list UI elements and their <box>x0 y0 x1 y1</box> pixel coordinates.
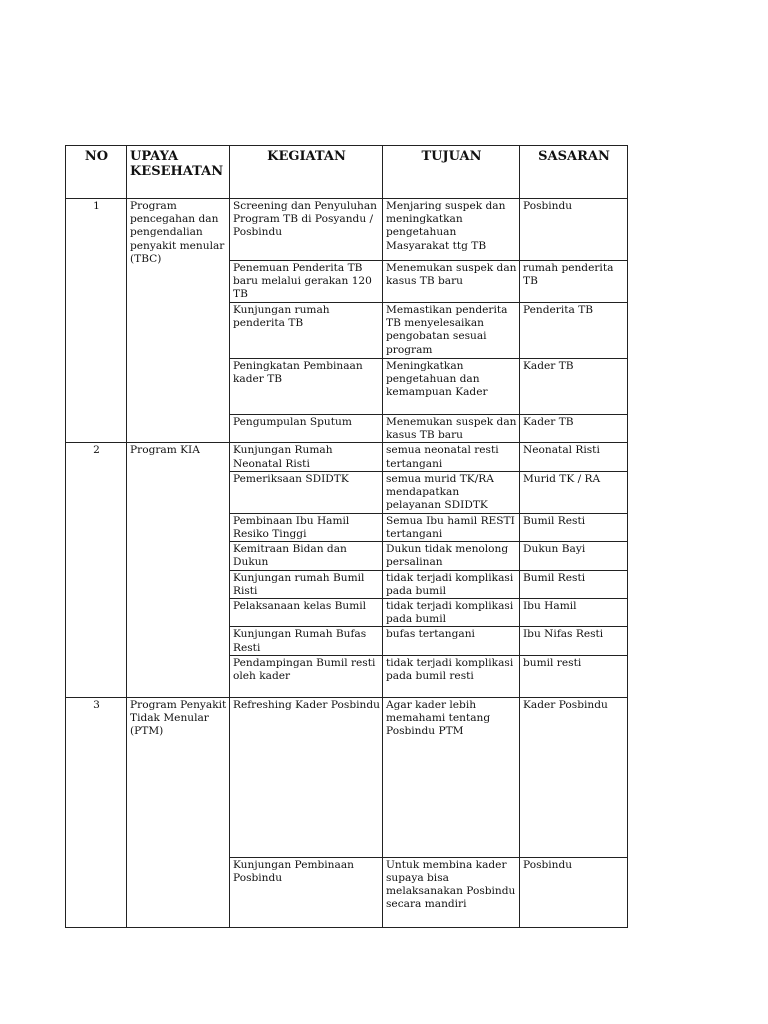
tujuan-cell: bufas tertangani <box>383 627 520 655</box>
sasaran-cell: Ibu Nifas Resti <box>520 627 628 655</box>
tujuan-cell: Menemukan suspek dan kasus TB baru <box>383 261 520 303</box>
kegiatan-cell: Refreshing Kader Posbindu <box>230 697 383 857</box>
table-row <box>66 697 628 857</box>
header-no: NO <box>66 146 127 199</box>
kegiatan-cell: Kunjungan Rumah Bufas Resti <box>230 627 383 655</box>
sasaran-cell: Ibu Hamil <box>520 599 628 627</box>
tujuan-cell: Agar kader lebih memahami tentang Posbindu PTM <box>383 697 520 857</box>
program-table <box>65 145 628 928</box>
upaya-kesehatan-cell: Program KIA <box>127 443 230 697</box>
sasaran-cell: Kader TB <box>520 359 628 415</box>
kegiatan-cell: Penemuan Penderita TB baru melalui gerakan 120 TB <box>230 261 383 303</box>
kegiatan-cell: Peningkatan Pembinaan kader TB <box>230 359 383 415</box>
tujuan-cell: Untuk membina kader supaya bisa melaksanakan Posbindu secara mandiri <box>383 857 520 927</box>
sasaran-cell: Posbindu <box>520 199 628 261</box>
table-row <box>66 199 628 261</box>
kegiatan-cell: Pemeriksaan SDIDTK <box>230 471 383 513</box>
upaya-kesehatan-cell: Program pencegahan dan pengendalian penyakit menular (TBC) <box>127 199 230 443</box>
kegiatan-cell: Kunjungan rumah Bumil Risti <box>230 570 383 598</box>
sasaran-cell: Kader Posbindu <box>520 697 628 857</box>
sasaran-cell: Posbindu <box>520 857 628 927</box>
tujuan-cell: Menemukan suspek dan kasus TB baru <box>383 415 520 443</box>
sasaran-cell: Murid TK / RA <box>520 471 628 513</box>
kegiatan-cell: Screening dan Penyuluhan Program TB di Posyandu / Posbindu <box>230 199 383 261</box>
sasaran-cell: Penderita TB <box>520 303 628 359</box>
sasaran-cell: Bumil Resti <box>520 570 628 598</box>
group-number: 1 <box>66 199 127 443</box>
tujuan-cell: Semua Ibu hamil RESTI tertangani <box>383 513 520 541</box>
tujuan-cell: Meningkatkan pengetahuan dan kemampuan Kader <box>383 359 520 415</box>
tujuan-cell: tidak terjadi komplikasi pada bumil resti <box>383 655 520 697</box>
sasaran-cell: rumah penderita TB <box>520 261 628 303</box>
kegiatan-cell: Pendampingan Bumil resti oleh kader <box>230 655 383 697</box>
kegiatan-cell: Kunjungan Rumah Neonatal Risti <box>230 443 383 471</box>
tujuan-cell: semua neonatal resti tertangani <box>383 443 520 471</box>
tujuan-cell: Menjaring suspek dan meningkatkan pengetahuan Masyarakat ttg TB <box>383 199 520 261</box>
header-tujuan: TUJUAN <box>383 146 520 199</box>
kegiatan-cell: Kemitraan Bidan dan Dukun <box>230 542 383 570</box>
header-sasaran: SASARAN <box>520 146 628 199</box>
tujuan-cell: tidak terjadi komplikasi pada bumil <box>383 599 520 627</box>
tujuan-cell: Dukun tidak menolong persalinan <box>383 542 520 570</box>
group-number: 2 <box>66 443 127 697</box>
sasaran-cell: Dukun Bayi <box>520 542 628 570</box>
sasaran-cell: Kader TB <box>520 415 628 443</box>
table-row <box>66 443 628 471</box>
kegiatan-cell: Pelaksanaan kelas Bumil <box>230 599 383 627</box>
sasaran-cell: bumil resti <box>520 655 628 697</box>
tujuan-cell: tidak terjadi komplikasi pada bumil <box>383 570 520 598</box>
tujuan-cell: semua murid TK/RA mendapatkan pelayanan SDIDTK <box>383 471 520 513</box>
kegiatan-cell: Pengumpulan Sputum <box>230 415 383 443</box>
header-kegiatan: KEGIATAN <box>230 146 383 199</box>
kegiatan-cell: Kunjungan Pembinaan Posbindu <box>230 857 383 927</box>
table-header-row <box>66 146 628 199</box>
header-upaya-kesehatan: UPAYA KESEHATAN <box>127 146 230 199</box>
sasaran-cell: Bumil Resti <box>520 513 628 541</box>
upaya-kesehatan-cell: Program Penyakit Tidak Menular (PTM) <box>127 697 230 927</box>
group-number: 3 <box>66 697 127 927</box>
sasaran-cell: Neonatal Risti <box>520 443 628 471</box>
kegiatan-cell: Pembinaan Ibu Hamil Resiko Tinggi <box>230 513 383 541</box>
tujuan-cell: Memastikan penderita TB menyelesaikan pengobatan sesuai program <box>383 303 520 359</box>
kegiatan-cell: Kunjungan rumah penderita TB <box>230 303 383 359</box>
